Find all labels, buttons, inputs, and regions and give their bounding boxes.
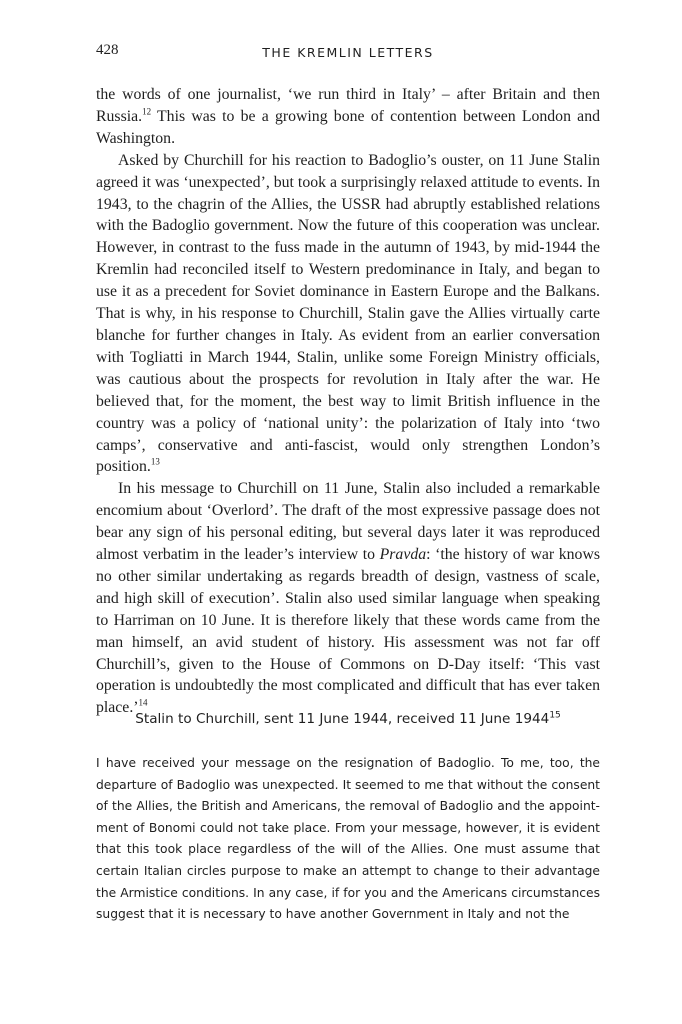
paragraph-1-text-b: This was to be a growing bone of contention between London and Washington.	[96, 107, 600, 147]
paragraph-2	[96, 150, 600, 479]
footnote-ref-13: 13	[150, 457, 160, 468]
body-text	[96, 84, 600, 719]
letter-heading	[96, 709, 600, 729]
footnote-ref-14: 14	[138, 698, 148, 709]
paragraph-2-text: Asked by Churchill for his reaction to Badoglio’s ouster, on 11 June Stalin agreed it was ‘unexpected’, but took a surprisingly relaxed attitude to events. In 1943, to the chagrin of the Allies, the USSR had abruptly established relations with the Badoglio government. Now the future of this cooperation was unclear. However, in contrast to the fuss made in the autumn of 1943, by mid-1944 the Kremlin had reconciled itself to Western predominance in Italy, and began to use it as a precedent for Soviet dominance in Eastern Europe and the Balkans. That is why, in his response to Churchill, Stalin gave the Allies virtually carte blanche for further changes in Italy. As evident from an earlier conversation with Togliatti in March 1944, Stalin, unlike some Foreign Ministry officials, was cautious about the prospects for revolution in Italy after the war. He believed that, for the moment, the best way to limit British influence in the country was a policy of ‘national unity’: the polarization of Italy into ‘two camps’, conservative and anti-fascist, would only strengthen London’s position.	[96, 151, 600, 476]
paragraph-3	[96, 478, 600, 719]
pravda-title: Pravda	[379, 546, 427, 564]
letter-text: I have received your message on the resignation of Badoglio. To me, too, the departure of Badoglio was unexpected. It seemed to me that without the consent of the Allies, the British and Americans, the removal of Badoglio and the appoint-ment of Bonomi could not take place. From your message, however, it is evident that this took place regardless of the will of the Allies. One must assume that certain Italian circles purpose to make an attempt to change to their advantage the Armistice conditions. In any case, if for you and the Americans circumstances suggest that it is necessary to have another Government in Italy and not the	[96, 756, 600, 922]
paragraph-1	[96, 84, 600, 150]
paragraph-3-text-b: : ‘the history of war knows no other similar undertaking as regards breadth of design, vastness of scale, and high skill of execution’. Stalin also used similar language when speaking to Harriman on 10 June. It is therefore likely that these words came from the man himself, an avid student of history. His assessment was not far off Churchill’s, given to the House of Commons on D-Day itself: ‘This vast operation is undoubtedly the most complicated and difficult that has ever taken place.’	[96, 546, 600, 717]
running-title: THE KREMLIN LETTERS	[262, 45, 434, 60]
footnote-ref-12: 12	[142, 106, 152, 117]
running-header	[96, 42, 600, 64]
page-number: 428	[96, 42, 119, 58]
footnote-ref-15: 15	[549, 710, 561, 721]
paragraph-1-text-a: the words of one journalist, ‘we run third in Italy’ – after Britain and then Russia.	[96, 86, 600, 125]
letter-heading-text: Stalin to Churchill, sent 11 June 1944, received 11 June 1944	[135, 711, 550, 727]
paragraph-3-text-a: In his message to Churchill on 11 June, Stalin also included a remarkable encomium about ‘Overlord’. The draft of the most expressive passage does not bear any sign of his personal editing, but several days later it was reproduced almost verbatim in the leader’s interview to	[96, 480, 600, 564]
